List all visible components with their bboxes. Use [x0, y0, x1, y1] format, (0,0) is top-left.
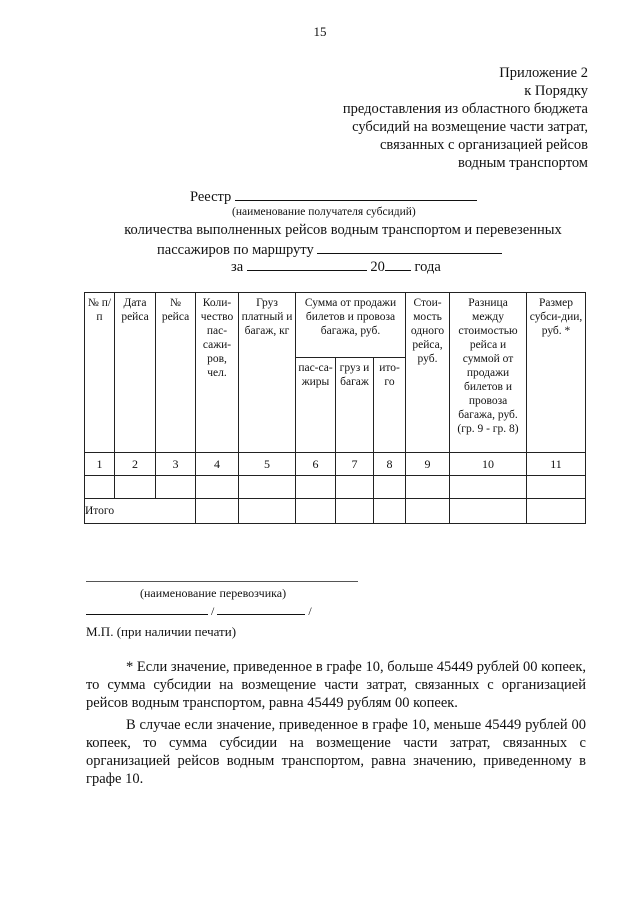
table-cell[interactable]	[374, 476, 406, 499]
header-cell: Дата рейса	[115, 293, 156, 453]
total-row	[85, 499, 586, 524]
table-cell[interactable]	[196, 499, 239, 524]
appendix-header	[258, 64, 588, 172]
carrier-caption: (наименование перевозчика)	[140, 586, 287, 600]
appendix-line: связанных с организацией рейсов	[379, 137, 588, 153]
table-row	[85, 476, 586, 499]
table-cell[interactable]	[239, 476, 296, 499]
route-label: пассажиров по маршруту	[157, 242, 314, 258]
recipient-name-field[interactable]	[235, 188, 477, 201]
header-cell: ито-го	[374, 358, 406, 453]
header-cell: Груз платный и багаж, кг	[239, 293, 296, 453]
registry-title	[190, 188, 477, 206]
header-cell: груз и багаж	[336, 358, 374, 453]
column-number: 3	[156, 453, 196, 476]
page-number: 15	[313, 24, 327, 39]
appendix-line: субсидий на возмещение части затрат,	[352, 119, 588, 135]
column-number: 6	[296, 453, 336, 476]
seal-note: М.П. (при наличии печати)	[86, 624, 237, 639]
period-prefix: за	[231, 259, 244, 275]
table-cell[interactable]	[115, 476, 156, 499]
table-cell[interactable]	[196, 476, 239, 499]
header-cell: пас-са-жиры	[296, 358, 336, 453]
table-cell[interactable]	[374, 499, 406, 524]
column-number: 1	[85, 453, 115, 476]
route-row	[157, 241, 502, 259]
appendix-line: водным транспортом	[457, 155, 588, 171]
header-cell: Разница между стоимостью рейса и суммой от продажи билетов и провоза багажа, руб. (гр. 9 - гр. 8)	[450, 293, 527, 453]
registry-table	[84, 292, 586, 524]
column-number: 11	[527, 453, 586, 476]
period-field[interactable]	[247, 258, 367, 271]
table-cell[interactable]	[296, 499, 336, 524]
signature-name-field[interactable]	[217, 602, 305, 615]
period-row	[231, 258, 441, 276]
recipient-caption: (наименование получателя субсидий)	[232, 206, 416, 218]
table-cell[interactable]	[239, 499, 296, 524]
signature-separator: /	[211, 604, 215, 618]
signature-separator: /	[308, 604, 312, 618]
header-cell: Стои-мость одного рейса, руб.	[406, 293, 450, 453]
table-cell[interactable]	[406, 476, 450, 499]
column-number: 5	[239, 453, 296, 476]
year-field[interactable]	[385, 258, 411, 271]
signature-row	[86, 602, 312, 619]
footnote-paragraph: В случае если значение, приведенное в графе 10, меньше 45449 рублей 00 копеек, то сумма субсидии на возмещение части затрат, связанных с организацией рейсов водным транспортом, равна значению, приведенному в графе 10.	[86, 717, 586, 787]
column-number: 7	[336, 453, 374, 476]
signature-field[interactable]	[86, 602, 208, 615]
route-field[interactable]	[317, 241, 502, 254]
column-number: 9	[406, 453, 450, 476]
appendix-line: Приложение 2	[499, 65, 588, 81]
table-cell[interactable]	[527, 476, 586, 499]
carrier-name-field[interactable]	[86, 581, 358, 582]
table-cell[interactable]	[450, 499, 527, 524]
table-cell[interactable]	[406, 499, 450, 524]
table-cell[interactable]	[85, 476, 115, 499]
column-number: 10	[450, 453, 527, 476]
column-number: 4	[196, 453, 239, 476]
column-number-row	[85, 453, 586, 476]
table-cell[interactable]	[336, 476, 374, 499]
footnote-paragraph: * Если значение, приведенное в графе 10, больше 45449 рублей 00 копеек, то сумма субсидии на возмещение части затрат, связанных с организацией рейсов водным транспортом, равна 45449 рублям 00 копеек.	[86, 659, 586, 711]
header-cell: № рейса	[156, 293, 196, 453]
registry-subtitle: количества выполненных рейсов водным транспортом и перевезенных	[124, 222, 562, 238]
header-row	[85, 293, 586, 358]
header-cell: Сумма от продажи билетов и провоза багажа, руб.	[296, 293, 406, 358]
column-number: 2	[115, 453, 156, 476]
table-cell[interactable]	[156, 476, 196, 499]
table-cell[interactable]	[527, 499, 586, 524]
total-label: Итого	[85, 499, 196, 524]
appendix-line: к Порядку	[524, 83, 588, 99]
header-cell: № п/п	[85, 293, 115, 453]
registry-label: Реестр	[190, 189, 232, 205]
header-cell: Коли-чество пас-сажи-ров, чел.	[196, 293, 239, 453]
appendix-line: предоставления из областного бюджета	[342, 101, 588, 117]
header-cell: Размер субси-дии, руб. *	[527, 293, 586, 453]
column-number: 8	[374, 453, 406, 476]
table-cell[interactable]	[296, 476, 336, 499]
year-prefix: 20	[370, 259, 385, 275]
table-cell[interactable]	[450, 476, 527, 499]
year-suffix: года	[414, 259, 441, 275]
table-cell[interactable]	[336, 499, 374, 524]
